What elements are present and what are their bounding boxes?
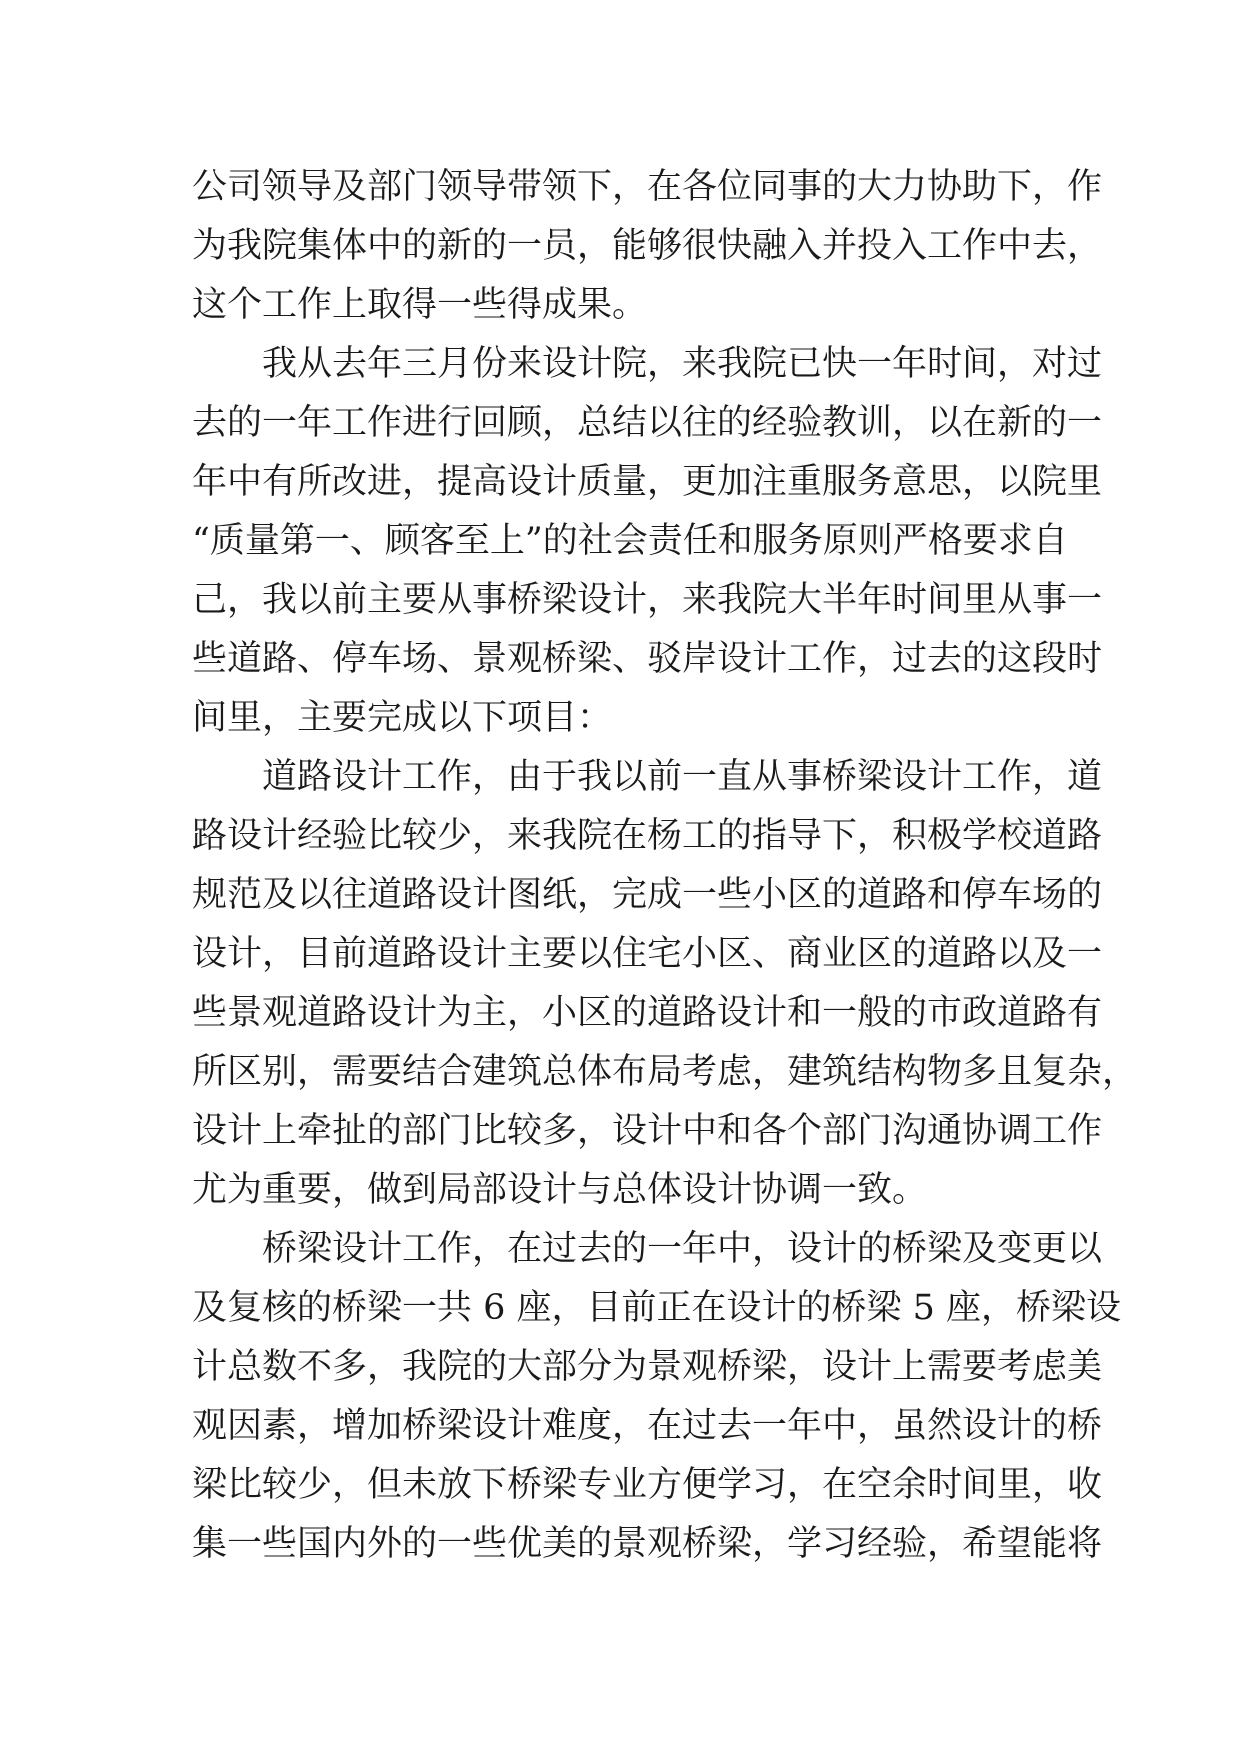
text-line: 公司领导及部门领导带领下，在各位同事的大力协助下，作 — [192, 167, 1103, 207]
text-line: 路设计经验比较少，来我院在杨工的指导下，积极学校道路 — [192, 816, 1103, 856]
text-line: 为我院集体中的新的一员，能够很快融入并投入工作中去， — [192, 226, 1103, 266]
text-line: 及复核的桥梁一共 6 座，目前正在设计的桥梁 5 座，桥梁设 — [192, 1288, 1122, 1328]
text-line: 己，我以前主要从事桥梁设计，来我院大半年时间里从事一 — [192, 580, 1103, 620]
paragraph-first-line: 道路设计工作，由于我以前一直从事桥梁设计工作，道 — [262, 757, 1103, 797]
text-line: 这个工作上取得一些得成果。 — [192, 285, 648, 325]
text-line: 设计，目前道路设计主要以住宅小区、商业区的道路以及一 — [192, 934, 1103, 974]
text-line: “质量第一、顾客至上”的社会责任和服务原则严格要求自 — [192, 521, 1068, 561]
paragraph-first-line: 我从去年三月份来设计院，来我院已快一年时间，对过 — [262, 344, 1103, 384]
text-line: 所区别，需要结合建筑总体布局考虑，建筑结构物多且复杂， — [192, 1052, 1138, 1092]
text-line: 些道路、停车场、景观桥梁、驳岸设计工作，过去的这段时 — [192, 639, 1103, 679]
text-line: 些景观道路设计为主，小区的道路设计和一般的市政道路有 — [192, 993, 1103, 1033]
text-line: 间里，主要完成以下项目： — [192, 698, 613, 738]
paragraph-first-line: 桥梁设计工作，在过去的一年中，设计的桥梁及变更以 — [262, 1229, 1103, 1269]
text-line: 尤为重要，做到局部设计与总体设计协调一致。 — [192, 1170, 928, 1210]
text-line: 观因素，增加桥梁设计难度，在过去一年中，虽然设计的桥 — [192, 1406, 1103, 1446]
text-line: 年中有所改进，提高设计质量，更加注重服务意思，以院里 — [192, 462, 1103, 502]
body-text — [192, 158, 1138, 1574]
text-line: 集一些国内外的一些优美的景观桥梁，学习经验，希望能将 — [192, 1524, 1103, 1564]
text-line: 计总数不多，我院的大部分为景观桥梁，设计上需要考虑美 — [192, 1347, 1103, 1387]
text-line: 规范及以往道路设计图纸，完成一些小区的道路和停车场的 — [192, 875, 1103, 915]
text-line: 梁比较少，但未放下桥梁专业方便学习，在空余时间里，收 — [192, 1465, 1103, 1505]
text-line: 去的一年工作进行回顾，总结以往的经验教训，以在新的一 — [192, 403, 1103, 443]
text-line: 设计上牵扯的部门比较多，设计中和各个部门沟通协调工作 — [192, 1111, 1103, 1151]
